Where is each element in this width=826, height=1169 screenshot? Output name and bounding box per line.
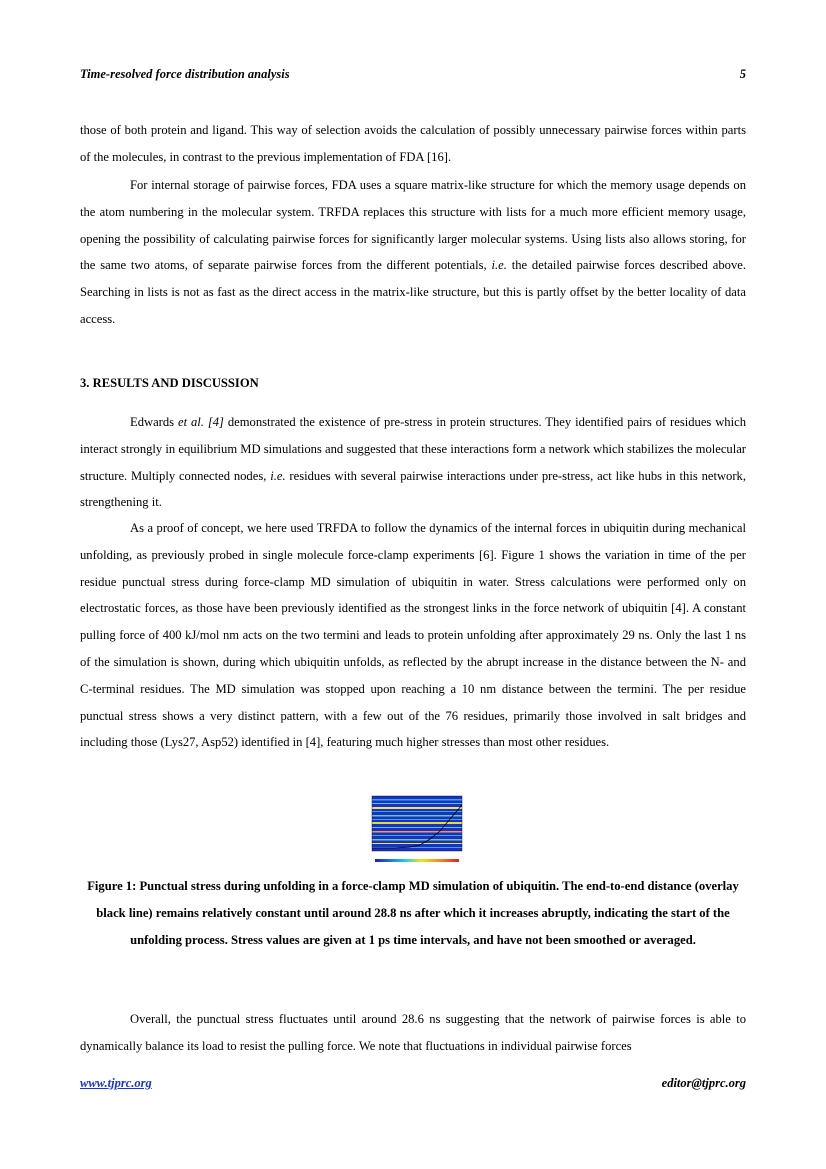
paragraph-5: Overall, the punctual stress fluctuates until around 28.6 ns suggesting that the network of pairwise forces is able to dynamically balance its load to resist the pulling force. We note that fluctuations in individual pairwise forces [80, 1012, 746, 1053]
section-heading: 3. RESULTS AND DISCUSSION [80, 376, 259, 390]
contact-email: editor@tjprc.org [661, 1076, 746, 1090]
figure-caption: Figure 1: Punctual stress during unfolding in a force-clamp MD simulation of ubiquitin. The end-to-end distance (overlay black line) remains relatively constant until around 28.8 ns after which it increases abruptly, indicating the start of the unfolding process. Stress values are given at 1 ps time intervals, and have not been smoothed or averaged. [87, 879, 739, 947]
page-footer [80, 1076, 746, 1091]
paragraph-3: Edwards et al. [4] demonstrated the existence of pre-stress in protein structures. They identified pairs of residues which interact strongly in equilibrium MD simulations and suggested that these interactions form a network which stabilizes the molecular structure. Multiply connected nodes, i.e. residues with several pairwise interactions under pre-stress, act like hubs in this network, strengthening it. [80, 415, 746, 510]
running-header [80, 67, 746, 82]
paragraph-1: those of both protein and ligand. This way of selection avoids the calculation of possibly unnecessary pairwise forces within parts of the molecules, in contrast to the previous implementation of FDA [16]. [80, 123, 746, 164]
page-number: 5 [739, 67, 746, 81]
heatmap-image [355, 793, 471, 871]
running-title: Time-resolved force distribution analysis [80, 67, 290, 81]
paragraph-4: As a proof of concept, we here used TRFDA to follow the dynamics of the internal forces in ubiquitin during mechanical unfolding, as previously probed in single molecule force-clamp experiments [6]. Figure 1 shows the variation in time of the per residue punctual stress during force-clamp MD simulation of ubiquitin in water. Stress calculations were performed only on electrostatic forces, as those have been previously identified as the strongest links in the force network of ubiquitin [4]. A constant pulling force of 400 kJ/mol nm acts on the two termini and leads to protein unfolding after approximately 29 ns. Only the last 1 ns of the simulation is shown, during which ubiquitin unfolds, as reflected by the abrupt increase in the distance between the N- and C-terminal residues. The MD simulation was stopped upon reaching a 10 nm distance between the termini. The per residue punctual stress shows a very distinct pattern, with a few out of the 76 residues, primarily those involved in salt bridges and including those (Lys27, Asp52) identified in [4], featuring much higher stresses than most other residues. [80, 521, 746, 750]
colorbar [375, 859, 459, 862]
paragraph-2: For internal storage of pairwise forces, FDA uses a square matrix-like structure for which the memory usage depends on the atom numbering in the molecular system. TRFDA replaces this structure with lists for a much more efficient memory usage, opening the possibility of calculating pairwise forces for significantly larger molecular systems. Using lists also allows storing, for the same two atoms, of separate pairwise forces from the different potentials, i.e. the detailed pairwise forces described above. Searching in lists is not as fast as the direct access in the matrix-like structure, but this is partly offset by the better locality of data access. [80, 178, 746, 326]
figure-1-stress-heatmap [355, 793, 471, 871]
website-link[interactable]: www.tjprc.org [80, 1076, 152, 1090]
